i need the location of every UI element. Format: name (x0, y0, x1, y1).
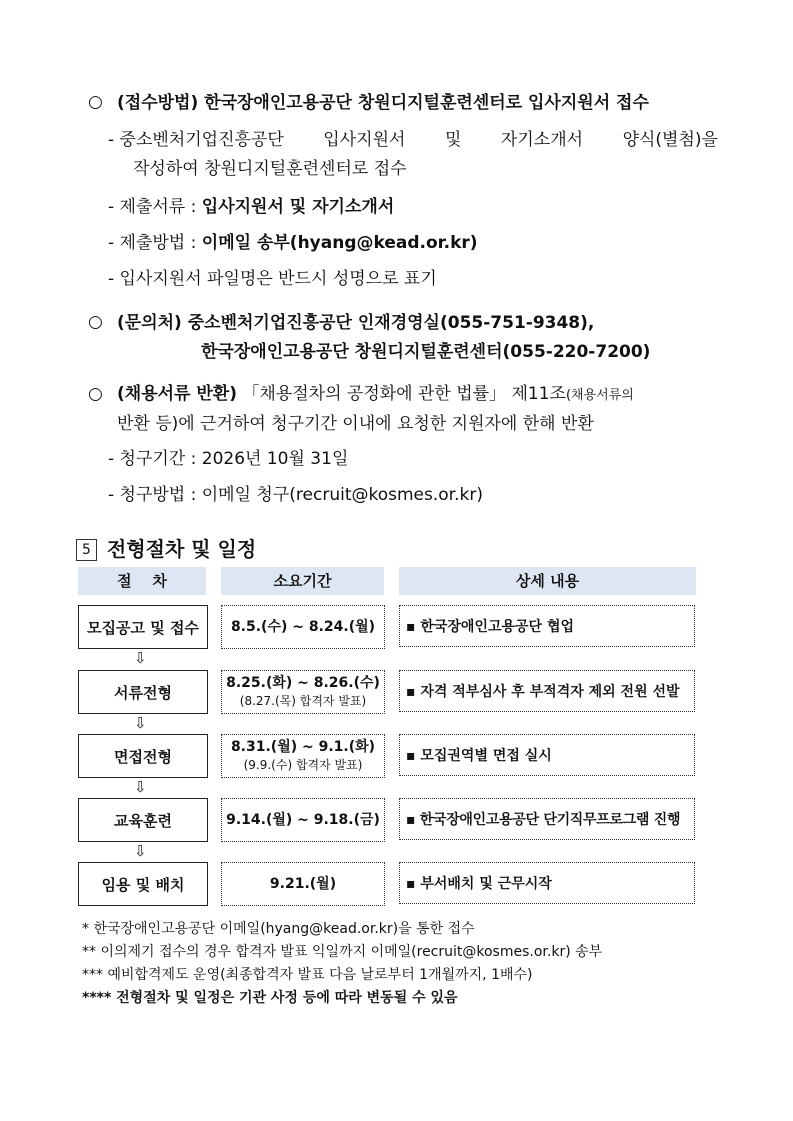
period-sub-text: (8.27.(목) 합격자 발표) (239, 694, 367, 708)
submission-title: (접수방법) 한국장애인고용공단 창원디지털훈련센터로 입사지원서 접수 (117, 93, 649, 113)
return-bullet: ○ (88, 384, 103, 404)
submission-bullet: ○ (88, 92, 103, 112)
submission-word: 양식(별첨)을 (622, 130, 718, 150)
return-line2: 반환 등)에 근거하여 청구기간 이내에 요청한 지원자에 한해 반환 (117, 414, 594, 434)
submission-word: - 중소벤처기업진흥공단 (108, 130, 284, 150)
arrow-down-icon: ⇩ (134, 778, 147, 796)
note-3: *** 예비합격제도 운영(최종합격자 발표 다음 날로부터 1개월까지, 1배수) (82, 967, 533, 983)
period-text: 8.25.(화) ~ 8.26.(수) (226, 675, 380, 691)
submission-line1 (108, 126, 718, 154)
docs-value: 입사지원서 및 자기소개서 (201, 197, 395, 217)
period-recruit (221, 605, 385, 649)
contact-line1: (문의처) 중소벤처기업진흥공단 인재경영실(055-751-9348), (117, 313, 595, 333)
step-document: 서류전형 (78, 670, 208, 714)
step-recruit: 모집공고 및 접수 (78, 605, 208, 649)
submission-word: 입사지원서 (323, 130, 406, 150)
submission-word: 자기소개서 (500, 130, 584, 150)
period-text: 9.21.(월) (269, 876, 337, 892)
period-text: 8.5.(수) ~ 8.24.(월) (230, 619, 376, 635)
arrow-down-icon: ⇩ (134, 649, 147, 667)
period-training (221, 798, 385, 842)
step-appointment: 임용 및 배치 (78, 862, 208, 906)
note-2: ** 이의제기 접수의 경우 합격자 발표 익일까지 이메일(recruit@kosmes.or.kr) 송부 (82, 944, 603, 960)
submission-word: 및 (444, 130, 462, 150)
return-text: 「채용절차의 공정화에 관한 법률」 제11조 (242, 384, 566, 404)
contact-bullet: ○ (88, 312, 103, 332)
method-label: - 제출방법 : (108, 233, 197, 253)
period-text: 8.31.(월) ~ 9.1.(화) (230, 739, 376, 755)
arrow-down-icon: ⇩ (134, 842, 147, 860)
filename-rule: - 입사지원서 파일명은 반드시 성명으로 표기 (108, 269, 437, 289)
step-training: 교육훈련 (78, 798, 208, 842)
detail-interview: ▪ 모집권역별 면접 실시 (399, 734, 695, 776)
submission-docs (108, 193, 394, 221)
return-title: (채용서류 반환) (117, 384, 237, 404)
period-text: 9.14.(월) ~ 9.18.(금) (226, 812, 380, 828)
submission-line2: 작성하여 창원디지털훈련센터로 접수 (133, 159, 407, 179)
header-step: 절 차 (78, 567, 206, 595)
period-interview (221, 734, 385, 778)
return-text-small: (채용서류의 (565, 388, 634, 403)
period-appointment (221, 862, 385, 906)
header-detail: 상세 내용 (399, 567, 696, 595)
method-value: 이메일 송부(hyang@kead.or.kr) (201, 233, 478, 253)
section-title (76, 533, 256, 562)
note-4: **** 전형절차 및 일정은 기관 사정 등에 따라 변동될 수 있음 (82, 990, 458, 1006)
arrow-down-icon: ⇩ (134, 714, 147, 732)
return-method: - 청구방법 : 이메일 청구(recruit@kosmes.or.kr) (108, 485, 483, 505)
period-sub-text: (9.9.(수) 합격자 발표) (243, 758, 363, 772)
return-period: - 청구기간 : 2026년 10월 31일 (108, 449, 349, 469)
section-number: 5 (76, 539, 97, 561)
header-period: 소요기간 (221, 567, 384, 595)
detail-recruit: ▪ 한국장애인고용공단 협업 (399, 605, 695, 647)
detail-training: ▪ 한국장애인고용공단 단기직무프로그램 진행 (399, 798, 695, 840)
return-line1 (117, 380, 634, 410)
period-document (221, 670, 385, 714)
section-title-text: 전형절차 및 일정 (107, 537, 257, 561)
detail-document: ▪ 자격 적부심사 후 부적격자 제외 전원 선발 (399, 670, 695, 712)
detail-appointment: ▪ 부서배치 및 근무시작 (399, 862, 695, 904)
note-1: * 한국장애인고용공단 이메일(hyang@kead.or.kr)을 통한 접수 (82, 921, 475, 937)
docs-label: - 제출서류 : (108, 197, 197, 217)
step-interview: 면접전형 (78, 734, 208, 778)
submission-method (108, 229, 478, 257)
contact-line2: 한국장애인고용공단 창원디지털훈련센터(055-220-7200) (201, 342, 651, 362)
